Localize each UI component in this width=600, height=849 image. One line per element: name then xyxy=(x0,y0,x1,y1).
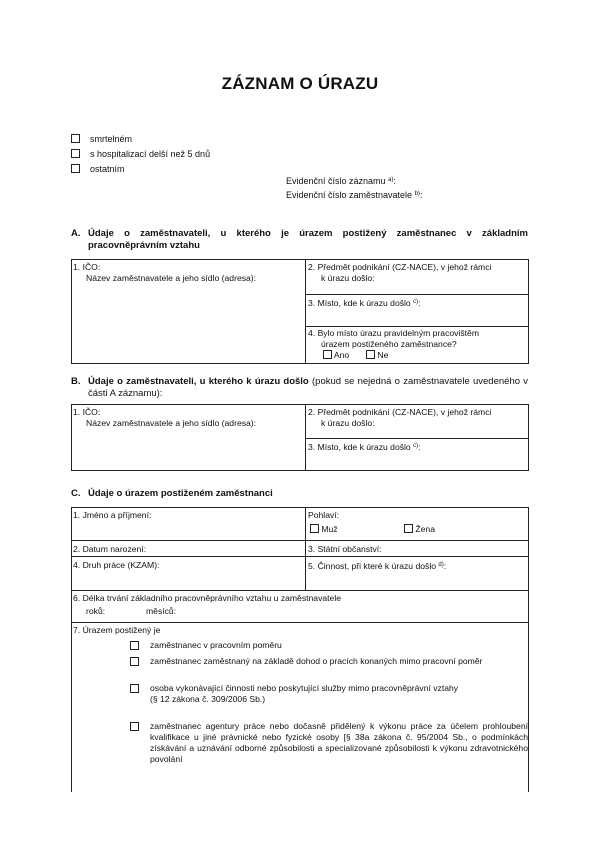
gender-female-option[interactable]: Žena xyxy=(404,524,435,535)
section-a-yes-option[interactable]: Ano xyxy=(323,350,349,361)
citizenship-field[interactable]: 3. Státní občanství: xyxy=(308,544,382,554)
birth-date-field[interactable]: 2. Datum narození: xyxy=(73,544,147,554)
person-type-option-services[interactable]: osoba vykonávající činnosti nebo poskytující služby mimo pracovněprávní vztahy (§ 12 zákona č. 309/2006 Sb.) xyxy=(130,683,528,705)
section-b-place-field[interactable]: 3. Místo, kde k úrazu došlo $^{c)}$: xyxy=(308,442,421,452)
record-number-label: Evidenční číslo záznamu $^{a)}$: xyxy=(286,176,396,186)
months-label: měsíců: xyxy=(146,606,177,616)
injury-type-hospitalization[interactable]: s hospitalizací delší než 5 dnů xyxy=(71,149,210,159)
agency-checkbox[interactable] xyxy=(130,722,139,731)
section-a-business-field[interactable]: 2. Předmět podnikání (CZ-NACE), v jehož rámci k úrazu došlo: xyxy=(308,262,492,283)
gender-male-option[interactable]: Muž xyxy=(310,524,338,535)
section-a-heading: A. Údaje o zaměstnavateli, u kterého je úrazem postižený zaměstnanec v základním pracovněprávním vztahu xyxy=(71,228,528,251)
person-type-option-employee[interactable]: zaměstnanec v pracovním poměru xyxy=(130,640,528,651)
no-checkbox[interactable] xyxy=(366,350,375,359)
section-a-place-field[interactable]: 3. Místo, kde k úrazu došlo $^{c)}$: xyxy=(308,298,421,308)
section-a-no-option[interactable]: Ne xyxy=(366,350,388,361)
agreement-checkbox[interactable] xyxy=(130,657,139,666)
yes-checkbox[interactable] xyxy=(323,350,332,359)
activity-field[interactable]: 5. Činnost, při které k úrazu došlo $^{d)}$: xyxy=(308,561,447,571)
section-a-employer-field[interactable]: 1. IČO: Název zaměstnavatele a jeho sídlo (adresa): xyxy=(73,262,257,283)
page-title: ZÁZNAM O ÚRAZU xyxy=(221,74,379,93)
fatal-checkbox[interactable] xyxy=(71,134,80,143)
work-type-field[interactable]: 4. Druh práce (KZAM): xyxy=(73,560,160,570)
employee-checkbox[interactable] xyxy=(130,641,139,650)
employment-duration-field[interactable]: 6. Délka trvání základního pracovněprávního vztahu u zaměstnavatele xyxy=(73,593,342,603)
employee-name-field[interactable]: 1. Jméno a příjmení: xyxy=(73,510,152,520)
services-checkbox[interactable] xyxy=(130,684,139,693)
years-label: roků: xyxy=(86,606,106,616)
injury-type-other[interactable]: ostatním xyxy=(71,164,125,174)
other-checkbox[interactable] xyxy=(71,164,80,173)
employer-number-label: Evidenční číslo zaměstnavatele $^{b)}$: xyxy=(286,190,423,200)
section-b-heading: B. Údaje o zaměstnavateli, u kterého k úrazu došlo (pokud se nejedná o zaměstnavatele uvedeného v části A záznamu): xyxy=(71,376,529,399)
section-c-heading: C. Údaje o úrazem postiženém zaměstnanci xyxy=(71,488,273,499)
section-b-employer-field[interactable]: 1. IČO: Název zaměstnavatele a jeho sídlo (adresa): xyxy=(73,407,257,428)
section-a-regular-workplace-field: 4. Bylo místo úrazu pravidelným pracovištěm úrazem postiženého zaměstnance? xyxy=(308,328,479,349)
gender-label: Pohlaví: xyxy=(308,510,340,520)
injured-person-type-label: 7. Úrazem postižený je xyxy=(73,625,161,635)
female-checkbox[interactable] xyxy=(404,524,413,533)
injury-type-fatal[interactable]: smrtelném xyxy=(71,134,132,144)
person-type-option-agency[interactable]: zaměstnanec agentury práce nebo dočasně přidělený k výkonu práce za účelem prohloubení kvalifikace u jiné právnické nebo fyzické osoby [§ 38a zákona č. 95/2004 Sb., o podmínkách získávání a uznávání odborné způsobilosti a specializované způsobilosti k výkonu zdravotnického povolání xyxy=(130,721,528,765)
section-b-business-field[interactable]: 2. Předmět podnikání (CZ-NACE), v jehož rámci k úrazu došlo: xyxy=(308,407,492,428)
male-checkbox[interactable] xyxy=(310,524,319,533)
hospitalization-checkbox[interactable] xyxy=(71,149,80,158)
person-type-option-agreement[interactable]: zaměstnanec zaměstnaný na základě dohod o pracích konaných mimo pracovní poměr xyxy=(130,656,528,667)
